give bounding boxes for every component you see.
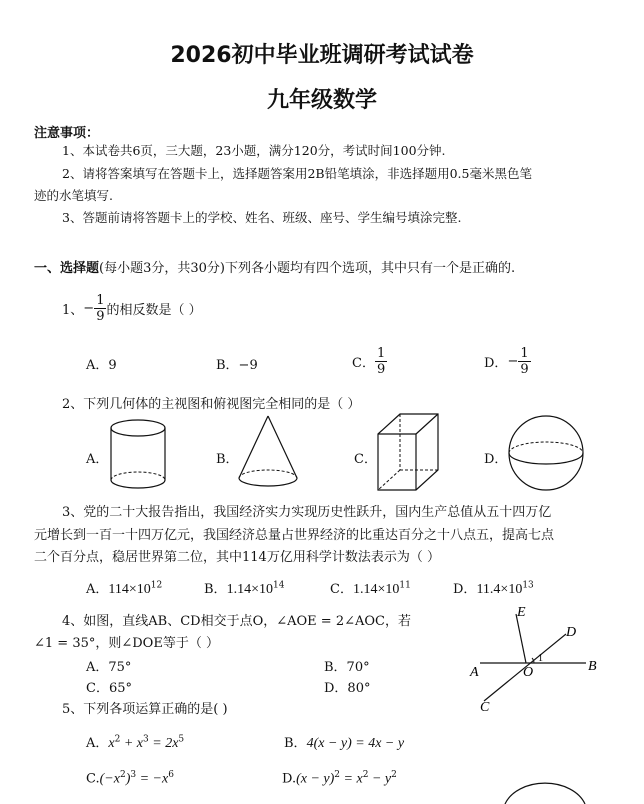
q3-b-exp: 14: [272, 580, 285, 591]
q5-d-exp-3: 2: [391, 770, 397, 780]
q5-b-label: B．: [284, 736, 307, 751]
q2-option-b: B．: [216, 452, 239, 467]
question-5: 5、下列各项运算正确的是( ): [62, 702, 228, 717]
prism-figure: [376, 412, 442, 494]
question-1: [62, 288, 202, 328]
q3-option-a: [86, 578, 162, 598]
partial-circle-figure: [500, 784, 590, 804]
q5-d-label: D.: [282, 771, 297, 787]
q5-d-expr-3: − y: [368, 771, 392, 787]
label-b: B: [588, 659, 597, 674]
label-o: O: [523, 665, 534, 680]
q1-d-num: 1: [520, 345, 529, 361]
q1-fraction: [94, 294, 106, 323]
q5-option-a: [86, 732, 184, 752]
q1-number: 1、: [62, 302, 84, 318]
q1-option-d: [484, 342, 531, 380]
q5-option-b: [284, 732, 404, 752]
q4-option-c: C．65°: [86, 681, 132, 696]
q5-a-exp-2: 3: [143, 734, 149, 745]
q2-option-d: D．: [484, 452, 508, 467]
q3-option-b: [204, 578, 284, 598]
cone-figure: [236, 414, 300, 494]
q5-c-exp-3: 6: [168, 770, 174, 780]
q5-c-expr-1: (−x: [99, 771, 120, 787]
label-a: A: [470, 665, 479, 680]
q5-c-expr-3: = −x: [136, 771, 169, 787]
ray-oe: [516, 614, 526, 663]
question-3-line-3: 二个百分点，稳居世界第二位，其中114万亿用科学计数法表示为（ ）: [34, 550, 440, 565]
q4-option-b: B．70°: [324, 660, 370, 675]
angle-figure: [466, 606, 606, 714]
q1-c-den: 9: [376, 361, 386, 377]
question-3-line-1: 3、党的二十大报告指出，我国经济实力实现历史性跃升，国内生产总值从五十四万亿: [62, 505, 552, 520]
notes-heading: 注意事项：: [34, 126, 100, 141]
q3-d-exp: 13: [522, 580, 534, 591]
q1-d-minus: −: [507, 353, 519, 369]
q1-minus: −: [83, 300, 95, 316]
q3-c-base: 1.14×10: [352, 582, 400, 597]
q3-c-label: C．: [330, 582, 353, 597]
note-item-3: 3、答题前请将答题卡上的学校、姓名、班级、座号、学生编号填涂完整.: [62, 210, 462, 225]
q5-a-expr-2: + x: [120, 736, 144, 751]
q1-option-a: A．9: [86, 358, 117, 373]
question-3-line-2: 元增长到一百一十四万亿元，我国经济总量占世界经济的比重达百分之十八点五，提高七点: [34, 528, 555, 543]
q2-option-c: C．: [354, 452, 377, 467]
question-4-line-1: 4、如图，直线AB、CD相交于点O，∠AOE = 2∠AOC，若: [62, 614, 411, 629]
q5-d-exp-1: 2: [334, 770, 341, 780]
q5-a-expr-1: x: [108, 736, 115, 751]
q3-b-label: B．: [204, 582, 227, 597]
q5-c-exp-1: 2: [119, 770, 126, 780]
q3-d-label: D．: [453, 582, 477, 597]
question-2: 2、下列几何体的主视图和俯视图完全相同的是（ ）: [62, 397, 361, 412]
q2-option-a: A．: [86, 452, 109, 467]
q3-c-exp: 11: [399, 580, 411, 591]
q3-a-label: A．: [86, 582, 109, 597]
q5-c-exp-2: 3: [130, 770, 137, 780]
q1-option-b: B．−9: [216, 358, 258, 373]
section-heading: [34, 257, 515, 276]
exam-subtitle: 九年级数学: [266, 88, 377, 113]
q5-a-exp-1: 2: [114, 734, 121, 745]
q3-a-exp: 12: [150, 580, 163, 591]
q5-c-expr-2: ): [125, 771, 131, 787]
note-item-2: 2、请将答案填写在答题卡上，选择题答案用2B铅笔填涂，非选择题用0.5毫米黑色笔: [62, 166, 532, 181]
q5-a-expr-3: = 2x: [148, 736, 179, 751]
label-angle-1: 1: [538, 653, 543, 664]
section-title: 一、选择题: [34, 261, 100, 276]
note-item-2-cont: 迹的水笔填写.: [34, 188, 113, 203]
label-e: E: [517, 605, 526, 620]
q3-option-c: [330, 578, 411, 598]
q1-c-label: C．: [352, 355, 375, 371]
q1-denominator: 9: [96, 308, 105, 324]
q1-d-label: D．: [484, 355, 508, 371]
q1-c-fraction: [375, 347, 387, 376]
q5-c-label: C.: [86, 771, 100, 787]
q5-option-d: [282, 770, 397, 787]
q1-c-num: 1: [376, 345, 386, 361]
q3-b-base: 1.14×10: [226, 582, 273, 597]
q3-d-base: 11.4×10: [476, 582, 523, 597]
q3-option-d: [453, 578, 534, 598]
label-d: D: [566, 625, 577, 640]
section-description: (每小题3分，共30分)下列各小题均有四个选项，其中只有一个是正确的.: [99, 261, 516, 276]
q1-d-fraction: [518, 347, 530, 376]
q5-d-exp-2: 2: [362, 770, 369, 780]
q4-option-a: A．75°: [86, 660, 132, 675]
q4-option-d: D．80°: [324, 681, 371, 696]
exam-title: 2026初中毕业班调研考试试卷: [170, 43, 474, 68]
q5-d-expr-2: = x: [340, 771, 363, 787]
q5-d-expr-1: (x − y): [296, 771, 335, 787]
q1-d-den: 9: [520, 361, 529, 377]
q5-a-label: A．: [86, 736, 109, 751]
note-item-1: 1、本试卷共6页，三大题，23小题，满分120分，考试时间100分钟.: [62, 143, 446, 158]
q1-option-c: [352, 342, 387, 380]
q5-a-exp-3: 5: [178, 734, 185, 745]
q1-suffix: 的相反数是（ ）: [106, 302, 202, 318]
q1-numerator: 1: [96, 292, 105, 308]
question-4-line-2: ∠1 = 35°，则∠DOE等于（ ）: [34, 636, 219, 651]
cylinder-figure: [108, 416, 168, 492]
q5-b-expr: 4(x − y) = 4x − y: [306, 736, 405, 751]
label-c: C: [480, 700, 490, 715]
q5-option-c: [86, 770, 174, 787]
sphere-figure: [507, 414, 585, 492]
q3-a-base: 114×10: [108, 582, 151, 597]
